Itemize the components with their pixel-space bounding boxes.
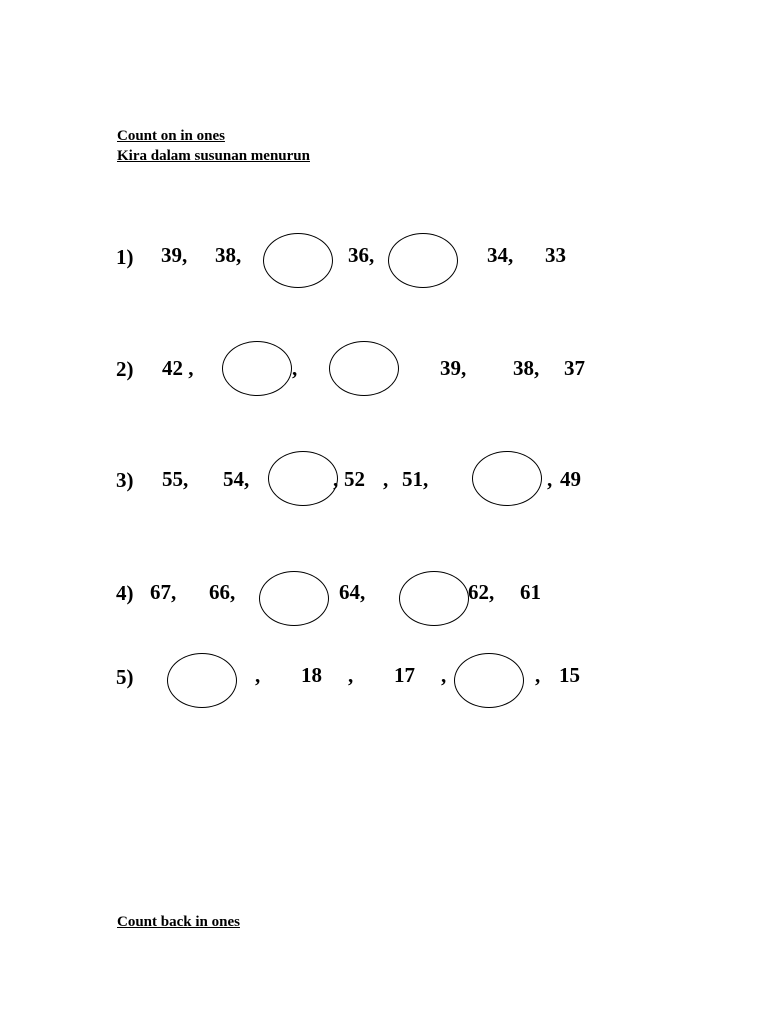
row-2-number: 37: [564, 356, 585, 380]
row-3-number: 52: [344, 467, 365, 491]
row-3-comma: ,: [383, 467, 389, 491]
row-1-number: 39,: [161, 243, 188, 267]
row-5-label: 5): [116, 665, 134, 689]
row-5-number: 17: [394, 663, 415, 687]
row-1-number: 33: [545, 243, 566, 267]
answer-blank-circle[interactable]: [167, 653, 237, 708]
answer-blank-circle[interactable]: [329, 341, 399, 396]
row-4-number: 62,: [468, 580, 495, 604]
row-1-number: 34,: [487, 243, 514, 267]
answer-blank-circle[interactable]: [268, 451, 338, 506]
row-2-number: 42 ,: [162, 356, 194, 380]
row-3-number: 51,: [402, 467, 429, 491]
row-3-number: 54,: [223, 467, 250, 491]
row-1-number: 38,: [215, 243, 242, 267]
row-4-number: 64,: [339, 580, 366, 604]
row-5-comma: ,: [255, 663, 261, 687]
row-5-comma: ,: [535, 663, 541, 687]
row-5-comma: ,: [348, 663, 354, 687]
row-2-comma: ,: [292, 356, 298, 380]
answer-blank-circle[interactable]: [399, 571, 469, 626]
heading-count-on: Count on in ones: [117, 128, 225, 144]
answer-blank-circle[interactable]: [388, 233, 458, 288]
row-1-number: 36,: [348, 243, 375, 267]
heading-count-back: Count back in ones: [117, 914, 240, 930]
row-5-number: 15: [559, 663, 580, 687]
row-3-number: 49: [560, 467, 581, 491]
row-4-number: 61: [520, 580, 541, 604]
row-2-number: 39,: [440, 356, 467, 380]
row-3-comma: ,: [333, 467, 339, 491]
row-4-number: 67,: [150, 580, 177, 604]
row-3-comma: ,: [547, 467, 553, 491]
answer-blank-circle[interactable]: [222, 341, 292, 396]
row-3-number: 55,: [162, 467, 189, 491]
row-1-label: 1): [116, 245, 134, 269]
heading-kira-dalam: Kira dalam susunan menurun: [117, 148, 310, 164]
row-5-number: 18: [301, 663, 322, 687]
answer-blank-circle[interactable]: [454, 653, 524, 708]
answer-blank-circle[interactable]: [263, 233, 333, 288]
row-2-number: 38,: [513, 356, 540, 380]
row-5-comma: ,: [441, 663, 447, 687]
row-4-label: 4): [116, 581, 134, 605]
row-2-label: 2): [116, 357, 134, 381]
row-4-number: 66,: [209, 580, 236, 604]
row-3-label: 3): [116, 468, 134, 492]
answer-blank-circle[interactable]: [259, 571, 329, 626]
answer-blank-circle[interactable]: [472, 451, 542, 506]
